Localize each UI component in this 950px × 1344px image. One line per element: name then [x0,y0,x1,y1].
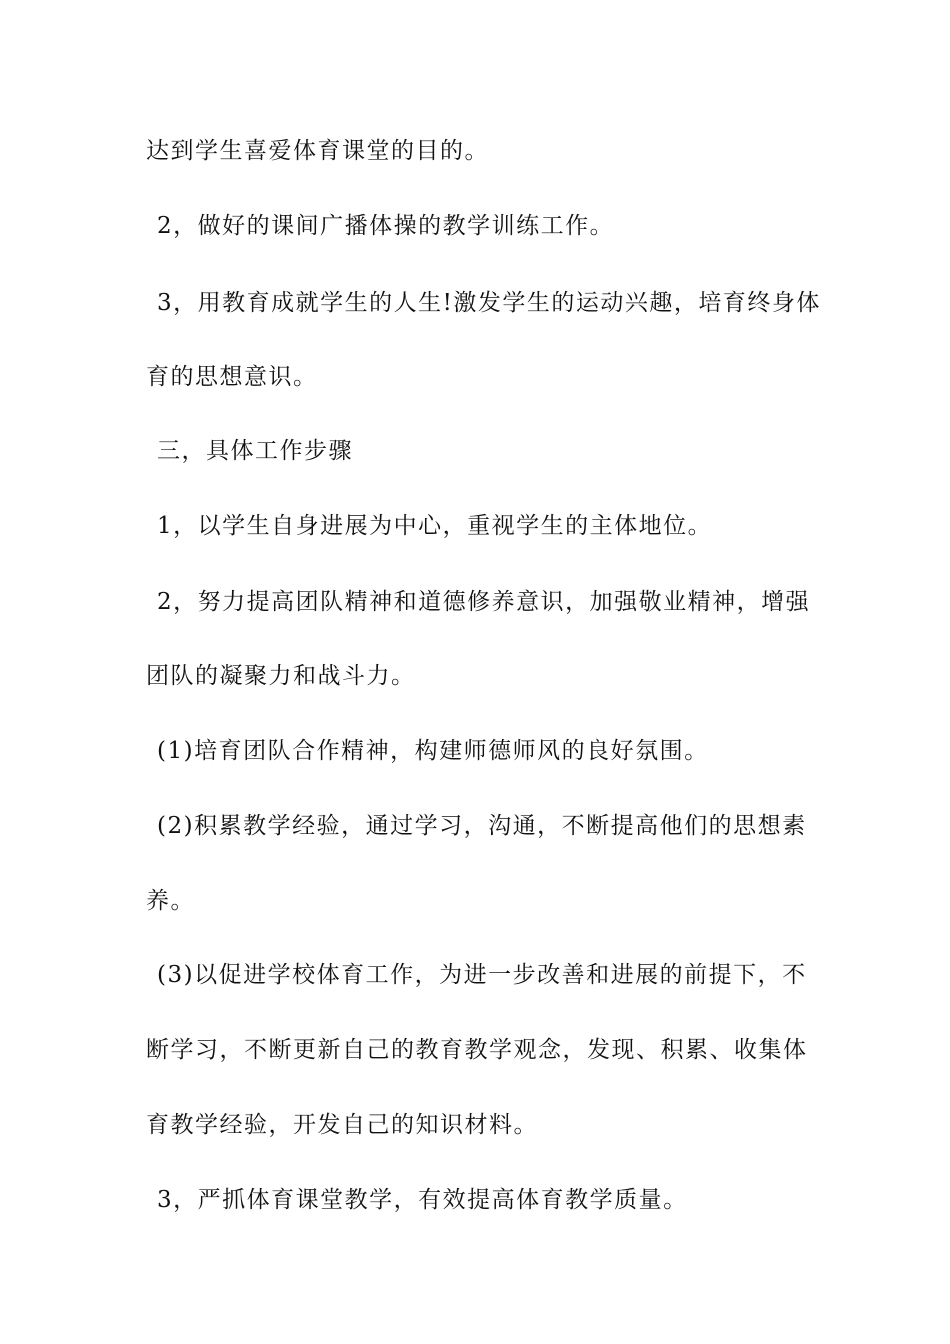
body-text-line: 养。 [146,888,195,914]
sub-item-3: (3)以促进学校体育工作，为进一步改善和进展的前提下，不 [157,962,807,988]
body-text-line: 达到学生喜爱体育课堂的目的。 [146,138,489,164]
section-heading: 三，具体工作步骤 [157,438,353,464]
list-item-2: 2，努力提高团队精神和道德修养意识，加强敬业精神，增强 [157,589,811,615]
list-item-3: 3，用教育成就学生的人生!激发学生的运动兴趣，培育终身体 [157,290,821,316]
body-text-line: 断学习，不断更新自己的教育教学观念，发现、积累、收集体 [146,1037,808,1063]
list-item-3: 3，严抓体育课堂教学，有效提高体育教学质量。 [157,1187,688,1213]
list-item-2: 2，做好的课间广播体操的教学训练工作。 [157,213,615,239]
list-item-1: 1，以学生自身进展为中心，重视学生的主体地位。 [157,513,713,539]
body-text-line: 团队的凝聚力和战斗力。 [146,663,416,689]
sub-item-2: (2)积累教学经验，通过学习，沟通，不断提高他们的思想素 [157,813,807,839]
sub-item-1: (1)培育团队合作精神，构建师德师风的良好氛围。 [157,738,709,764]
body-text-line: 育的思想意识。 [146,364,318,390]
body-text-line: 育教学经验，开发自己的知识材料。 [146,1112,538,1138]
